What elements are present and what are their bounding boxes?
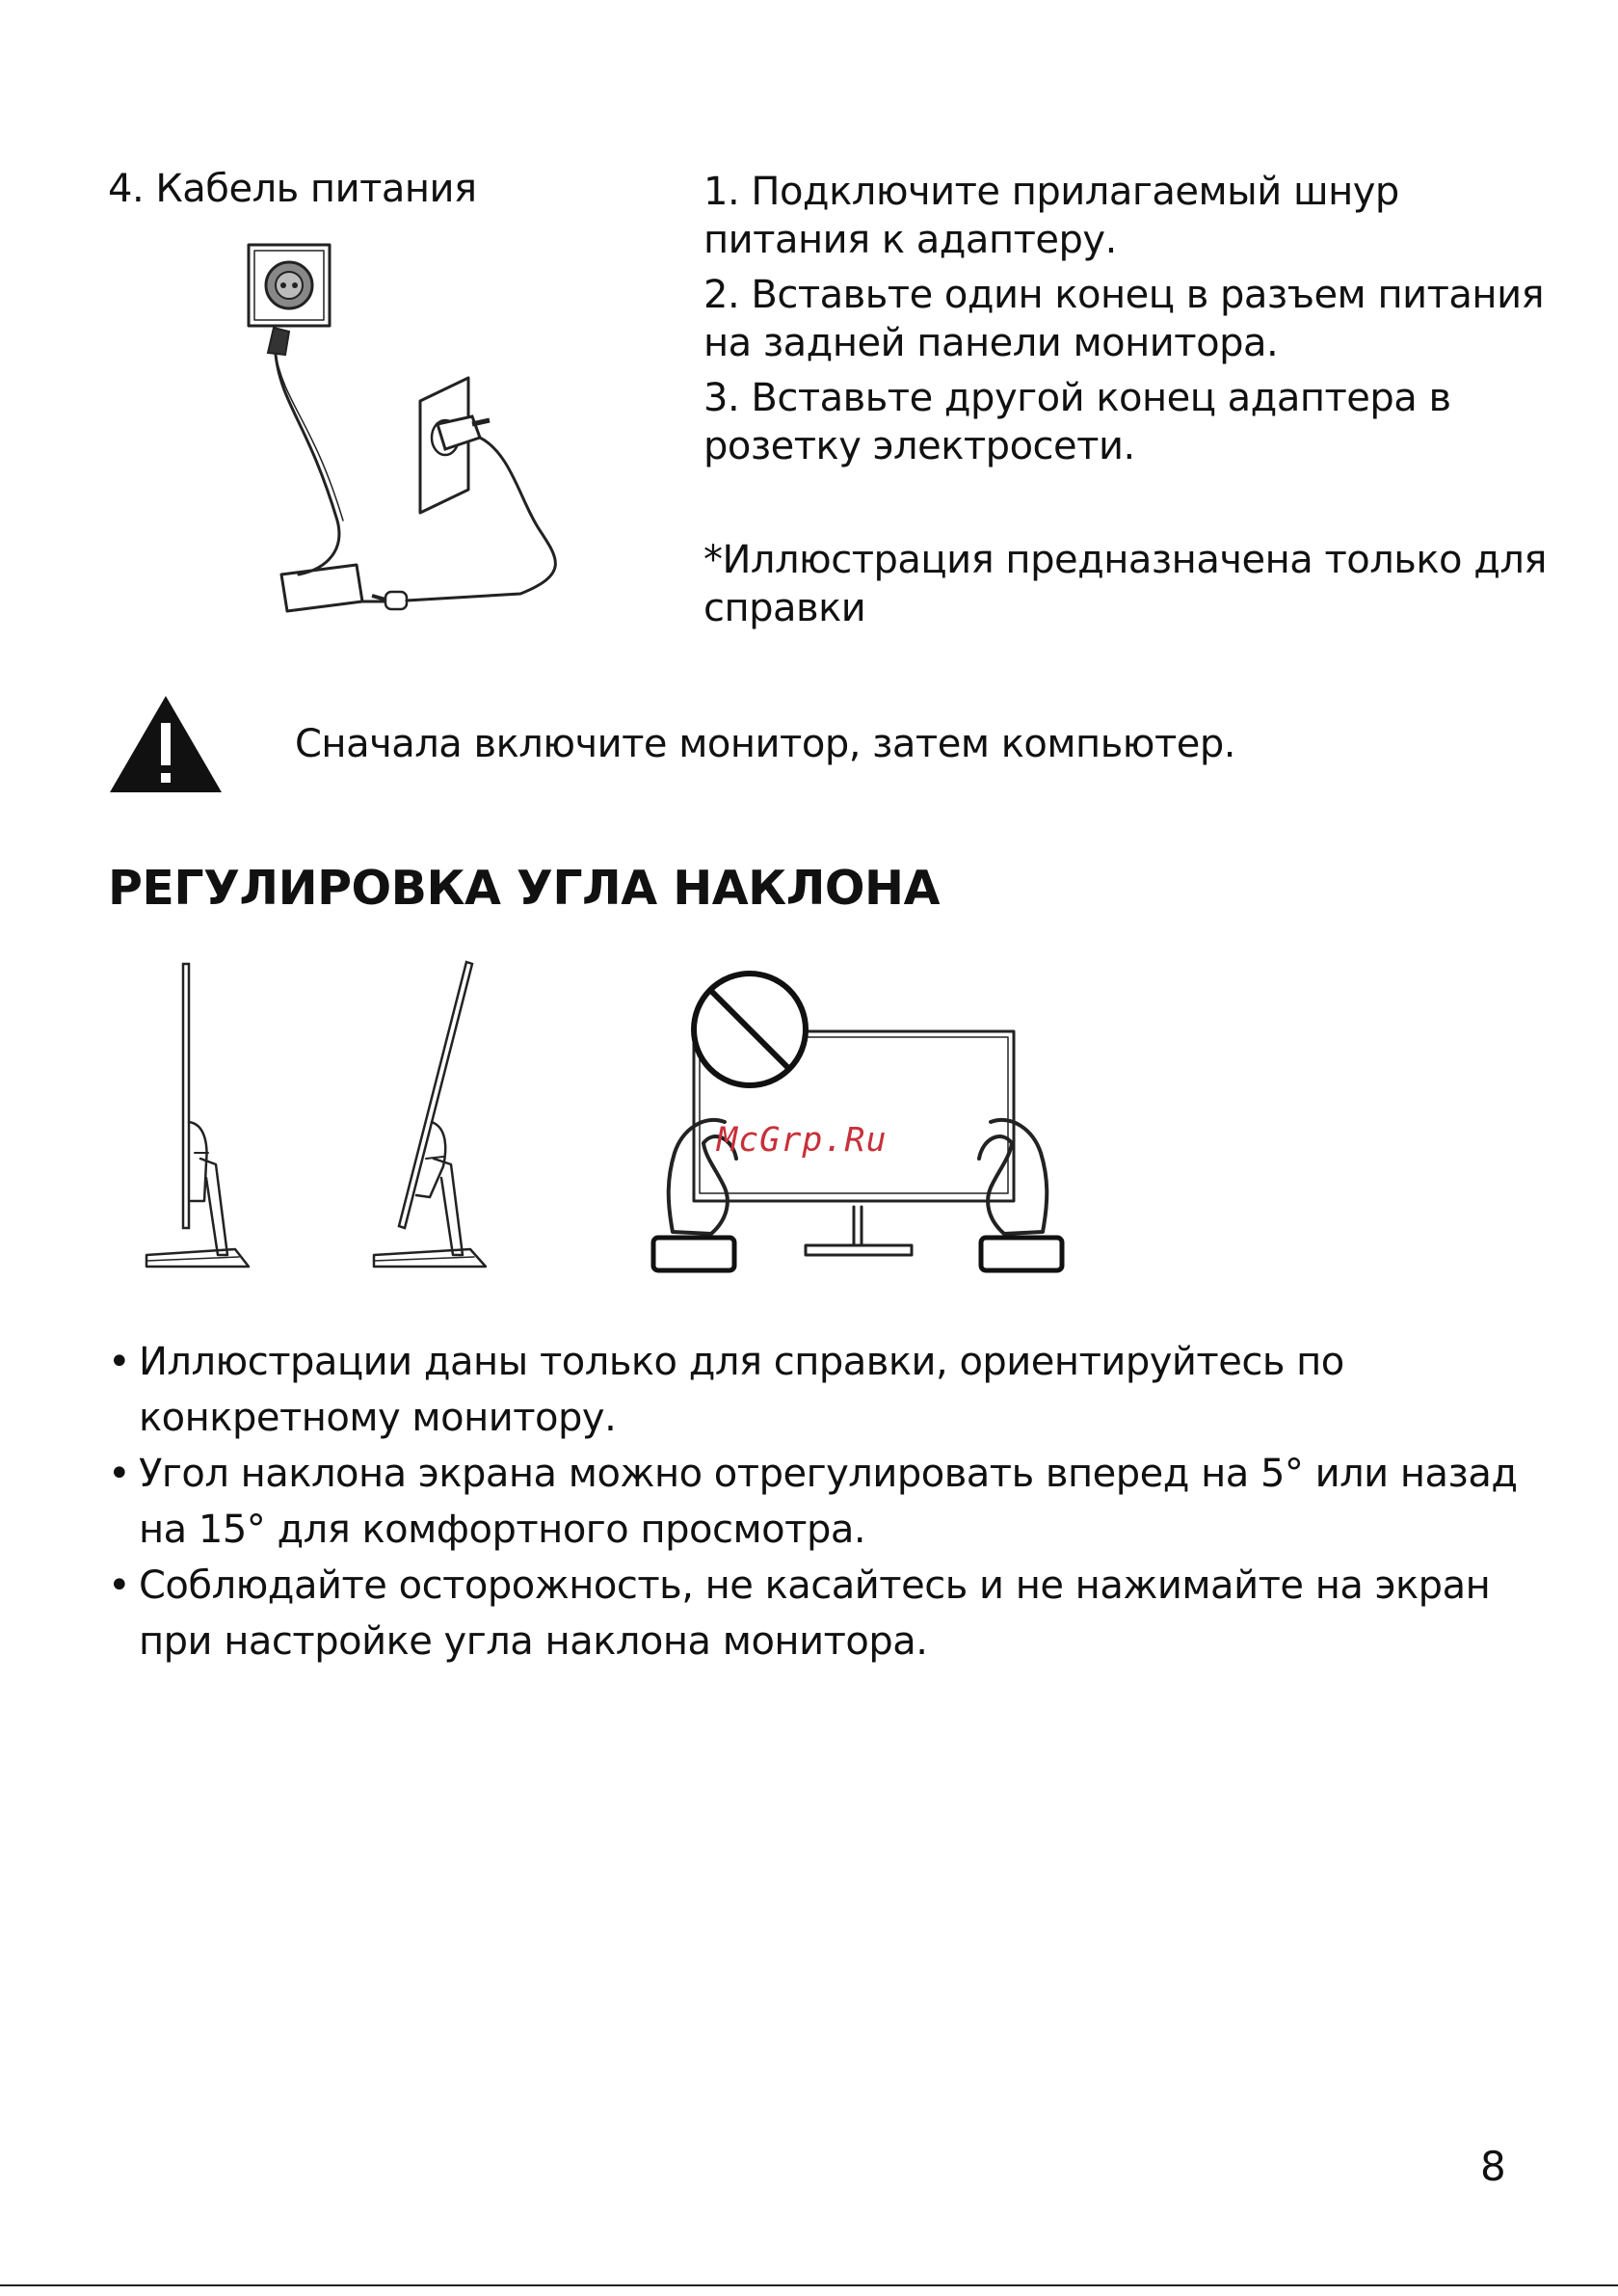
step-1: 1. Подключите прилагаемый шнур питания к адаптеру. <box>703 170 1399 262</box>
bullet-text: Соблюдайте осторожность, не касайтесь и не нажимайте на экран при настройке угла наклона монитора. <box>139 1563 1491 1664</box>
warning-text: Сначала включите монитор, затем компьютер. <box>295 722 1235 766</box>
section-title-power-cable: 4. Кабель питания <box>108 167 477 211</box>
list-item <box>108 1334 1534 1446</box>
tilt-notes-list <box>108 1334 1534 1669</box>
page-number: 8 <box>1480 2143 1506 2190</box>
do-not-touch-screen-illustration <box>646 960 1070 1278</box>
bullet-dot: • <box>108 1563 131 1608</box>
power-cable-illustration <box>231 231 597 636</box>
left-hand-icon <box>653 1238 734 1270</box>
bullet-text: Угол наклона экрана можно отрегулировать вперед на 5° или назад на 15° для комфортного просмотра. <box>139 1452 1518 1552</box>
illustration-note: *Иллюстрация предназначена только для справки <box>703 538 1547 630</box>
bullet-dot: • <box>108 1340 131 1384</box>
list-item <box>108 1446 1534 1558</box>
step-2: 2. Вставьте один конец в разъем питания на задней панели монитора. <box>703 273 1545 365</box>
bottom-divider <box>0 2284 1618 2286</box>
monitor-upright-side-view <box>135 960 260 1278</box>
monitor-tilted-side-view <box>366 960 520 1278</box>
watermark: McGrp.Ru <box>717 1121 888 1160</box>
section-heading-tilt: РЕГУЛИРОВКА УГЛА НАКЛОНА <box>108 861 940 916</box>
power-adapter-icon <box>281 565 362 611</box>
bullet-text: Иллюстрации даны только для справки, ориентируйтесь по конкретному монитору. <box>139 1340 1344 1440</box>
step-3: 3. Вставьте другой конец адаптера в розетку электросети. <box>703 376 1451 468</box>
list-item <box>108 1558 1534 1669</box>
bullet-dot: • <box>108 1452 131 1496</box>
warning-triangle-icon <box>108 694 224 794</box>
right-hand-icon <box>981 1238 1062 1270</box>
power-cable-steps <box>703 168 1552 477</box>
